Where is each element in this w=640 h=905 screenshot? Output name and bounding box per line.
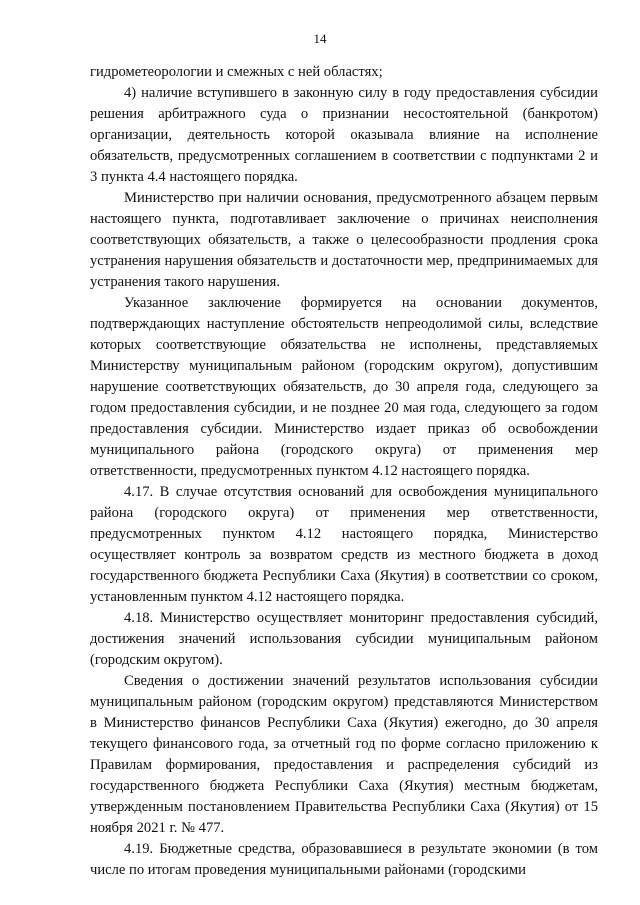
paragraph-4-17: 4.17. В случае отсутствия оснований для освобождения муниципального района (городского округа) от применения мер ответственности, предусмотренных пунктом 4.12 настоящего порядка, Министерство осуществляет контроль за возвратом средств из местного бюджета в доход государственного бюджета Республики Саха (Якутия) в соответствии со сроком, установленным пунктом 4.12 настоящего порядка. <box>90 484 598 605</box>
page-number: 14 <box>313 31 327 46</box>
paragraph-continuation: гидрометеорологии и смежных с ней областях; <box>90 64 383 80</box>
paragraph-ministry-conclusion: Министерство при наличии основания, предусмотренного абзацем первым настоящего пункта, подготавливает заключение о причинах неисполнения соответствующих обязательств, а также о целесообразности продления срока устранения нарушения обязательств и достаточности мер, предпринимаемых для устранения такого нарушения. <box>90 190 598 290</box>
paragraph-4-18: 4.18. Министерство осуществляет мониторинг предоставления субсидий, достижения значений использования субсидии муниципальным районом (городским округом). <box>90 610 598 668</box>
paragraph-item-4: 4) наличие вступившего в законную силу в году предоставления субсидии решения арбитражного суда о признании несостоятельной (банкротом) организации, деятельность которой оказывала влияние на исполнение обязательств, предусмотренных соглашением в соответствии с подпунктами 2 и 3 пункта 4.4 настоящего порядка. <box>90 85 598 185</box>
document-body <box>90 62 598 881</box>
paragraph-4-19: 4.19. Бюджетные средства, образовавшиеся в результате экономии (в том числе по итогам проведения муниципальными районами (городскими <box>90 841 598 878</box>
paragraph-results-reporting: Сведения о достижении значений результатов использования субсидии муниципальным районом (городским округом) представляются Министерством в Министерство финансов Республики Саха (Якутия) ежегодно, до 30 апреля текущего финансового года, за отчетный год по форме согласно приложению к Правилам формирования, предоставления и распределения субсидий из государственного бюджета Республики Саха (Якутия) местным бюджетам, утвержденным постановлением Правительства Республики Саха (Якутия) от 15 ноября 2021 г. № 477. <box>90 673 598 836</box>
paragraph-conclusion-basis: Указанное заключение формируется на основании документов, подтверждающих наступление обстоятельств непреодолимой силы, вследствие которых соответствующие обязательства не исполнены, представляемых Министерству муниципальным районом (городским округом), допустившим нарушение соответствующих обязательств, до 30 апреля года, следующего за годом предоставления субсидии, и не позднее 20 мая года, следующего за годом предоставления субсидии. Министерство издает приказ об освобождении муниципального района (городского округа) от применения мер ответственности, предусмотренных пунктом 4.12 настоящего порядка. <box>90 295 598 479</box>
